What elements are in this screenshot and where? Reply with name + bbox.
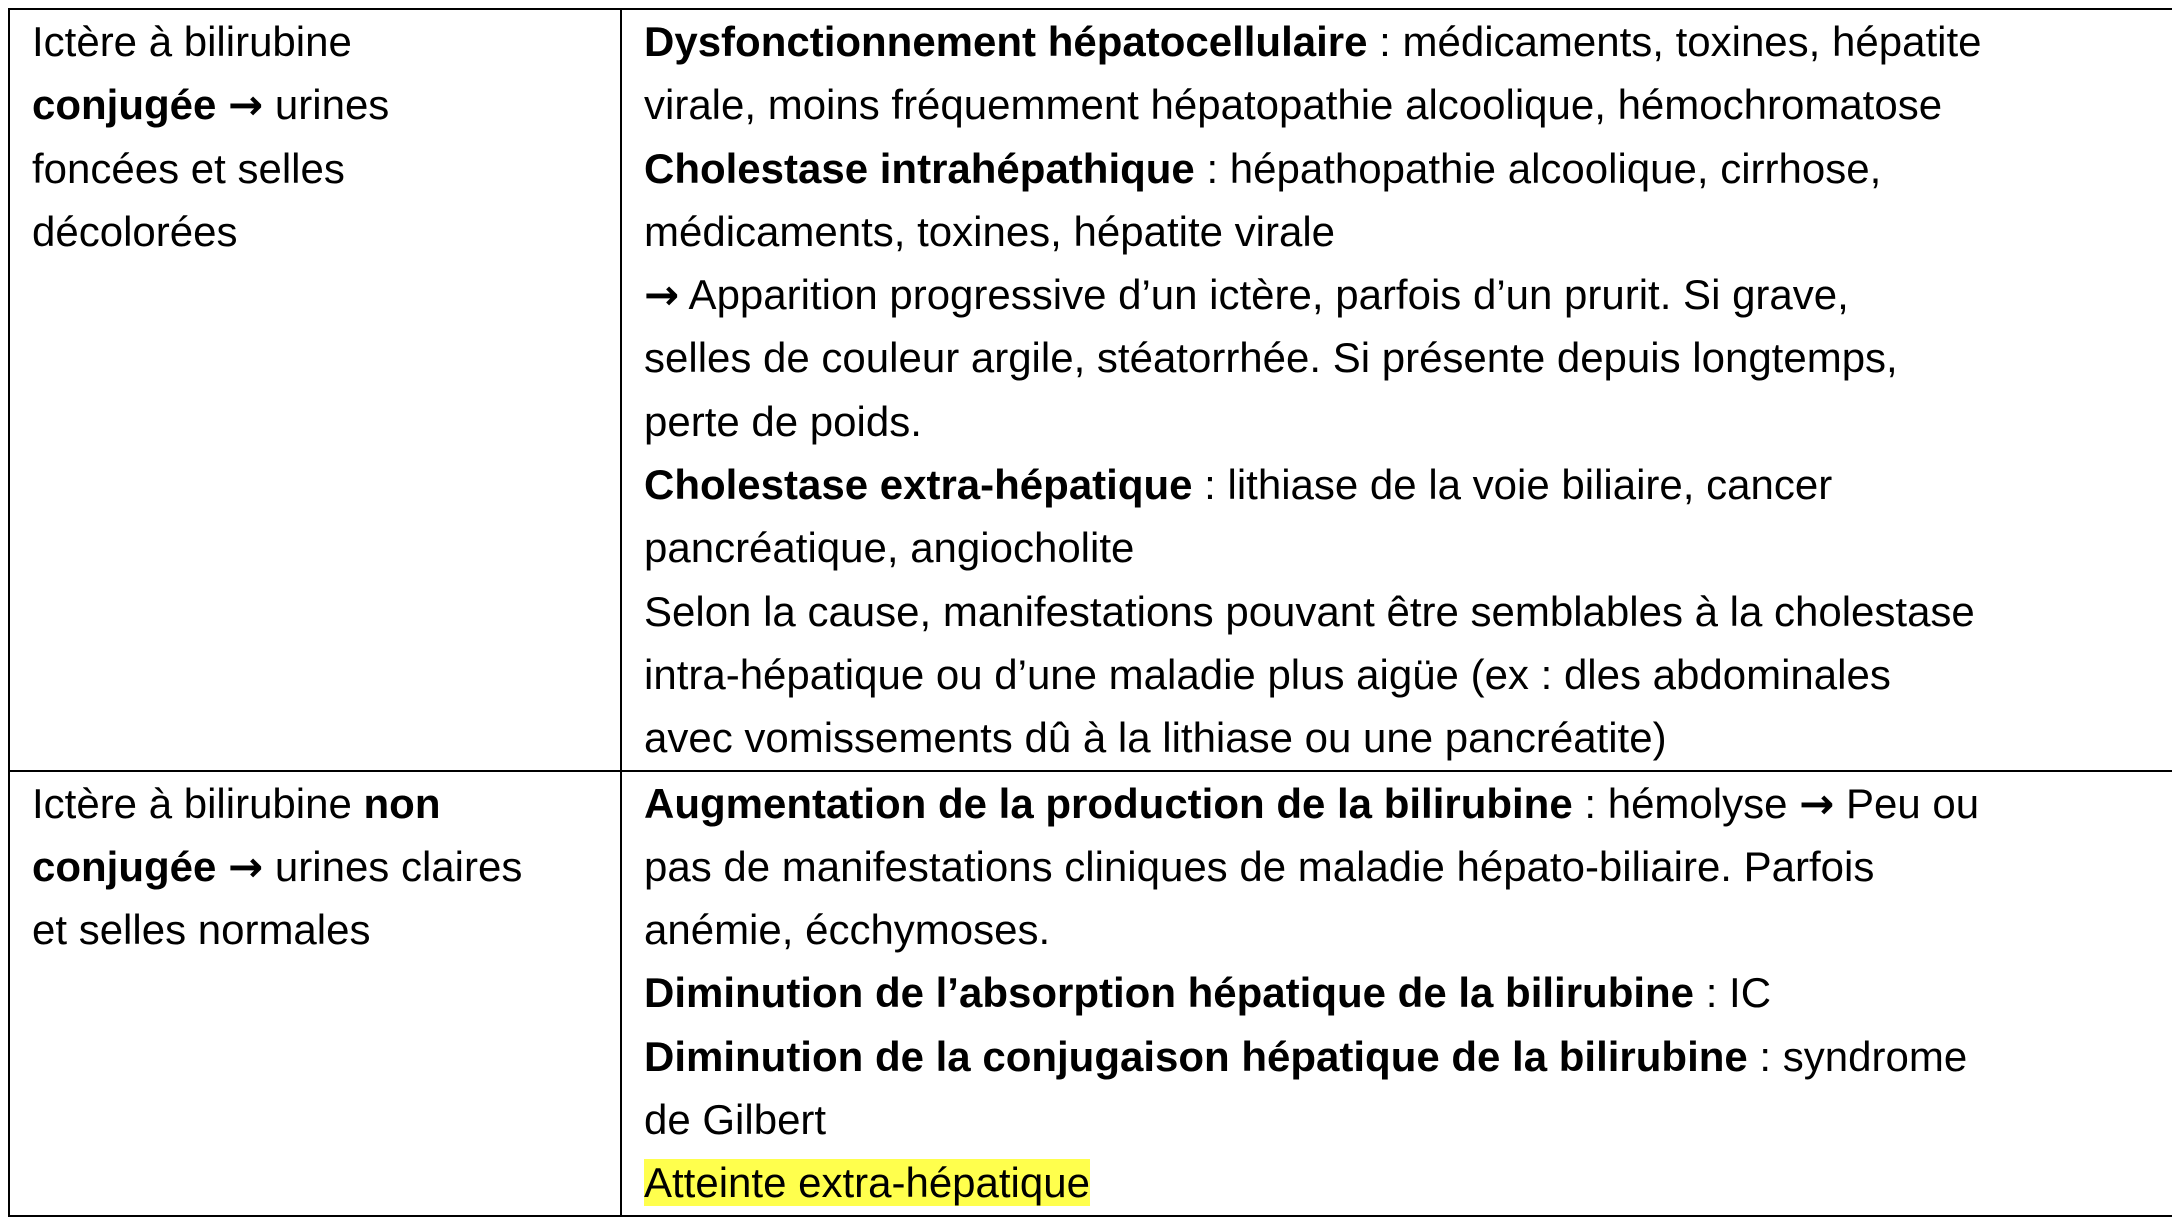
text-line: [644, 73, 2172, 136]
text: Ictère à bilirubine: [32, 779, 364, 827]
bold-term-non: non: [363, 779, 441, 827]
text-line: [644, 898, 2172, 961]
text-line: [644, 772, 2172, 835]
text-line: [32, 10, 600, 73]
text-line: [644, 580, 2172, 643]
table-row-unconjugated: [9, 771, 2172, 1216]
text: pas de manifestations cliniques de maladie hépato-biliaire. Parfois: [644, 842, 1875, 890]
cell-unconjugated-causes: [621, 771, 2172, 1216]
text-line: [644, 961, 2172, 1024]
text: : hémolyse: [1572, 779, 1800, 827]
text: avec vomissements dû à la lithiase ou une pancréatite): [644, 714, 1667, 762]
text: et selles normales: [32, 906, 371, 954]
text-line: [644, 516, 2172, 579]
text: virale, moins fréquemment hépatopathie alcoolique, hémochromatose: [644, 81, 1943, 129]
text: pancréatique, angiocholite: [644, 524, 1135, 572]
text: anémie, écchymoses.: [644, 906, 1051, 954]
text: selles de couleur argile, stéatorrhée. Si présente depuis longtemps,: [644, 334, 1898, 382]
bold-term-conjugee: conjugée: [32, 842, 217, 890]
text: foncées et selles: [32, 144, 345, 192]
text: Ictère à bilirubine: [32, 18, 352, 65]
bold-term-conjugee: conjugée: [32, 81, 217, 129]
text-line: [644, 326, 2172, 389]
arrow-right-icon: →: [228, 841, 264, 891]
highlighted-text: Atteinte extra-hépatique: [644, 1159, 1090, 1207]
text: intra-hépatique ou d’une maladie plus aigüe (ex : dles abdominales: [644, 650, 1891, 698]
text-line: [644, 1025, 2172, 1088]
text: : syndrome: [1747, 1032, 1968, 1080]
text-line: [644, 643, 2172, 706]
text-line: [32, 200, 600, 263]
text-line: [644, 1088, 2172, 1151]
text-line: [644, 835, 2172, 898]
arrow-right-icon: →: [228, 80, 264, 130]
text: : médicaments, toxines, hépatite: [1367, 18, 1982, 65]
heading-intrahepatic-cholestasis: Cholestase intrahépathique: [644, 144, 1195, 192]
heading-hepatocellular: Dysfonctionnement hépatocellulaire: [644, 18, 1368, 65]
text: : lithiase de la voie biliaire, cancer: [1192, 461, 1833, 509]
text: de Gilbert: [644, 1096, 827, 1144]
table-row-conjugated: [9, 9, 2172, 771]
text: Selon la cause, manifestations pouvant être semblables à la cholestase: [644, 587, 1975, 635]
text: urines: [263, 81, 390, 129]
cell-conjugated-causes: [621, 9, 2172, 771]
cell-conjugated-label: [9, 9, 621, 771]
cell-unconjugated-label: [9, 771, 621, 1216]
text: perte de poids.: [644, 397, 922, 445]
heading-extrahepatic-cholestasis: Cholestase extra-hépatique: [644, 461, 1193, 509]
heading-decreased-conjugation: Diminution de la conjugaison hépatique de la bilirubine: [644, 1032, 1748, 1080]
text-line: [644, 706, 2172, 769]
heading-increased-production: Augmentation de la production de la bilirubine: [644, 779, 1573, 827]
text-line: [644, 137, 2172, 200]
text: médicaments, toxines, hépatite virale: [644, 207, 1336, 255]
jaundice-table: [8, 8, 2172, 1217]
text-line: [644, 390, 2172, 453]
arrow-right-icon: →: [644, 270, 680, 320]
text-line: [32, 137, 600, 200]
text: : hépathopathie alcoolique, cirrhose,: [1194, 144, 1882, 192]
text: Apparition progressive d’un ictère, parfois d’un prurit. Si grave,: [679, 271, 1849, 319]
text-line: [644, 200, 2172, 263]
text: : IC: [1694, 969, 1772, 1017]
text-line: [644, 453, 2172, 516]
text-line: [32, 835, 600, 898]
arrow-right-icon: →: [1799, 778, 1835, 828]
text-line: [644, 10, 2172, 73]
text-line: [32, 772, 600, 835]
text-line: [644, 1151, 2172, 1214]
text-line: [32, 898, 600, 961]
text-line: [644, 263, 2172, 326]
text: urines claires: [263, 842, 523, 890]
text-line: [32, 73, 600, 136]
text: décolorées: [32, 207, 238, 255]
text: Peu ou: [1834, 779, 1980, 827]
heading-decreased-uptake: Diminution de l’absorption hépatique de la bilirubine: [644, 969, 1695, 1017]
